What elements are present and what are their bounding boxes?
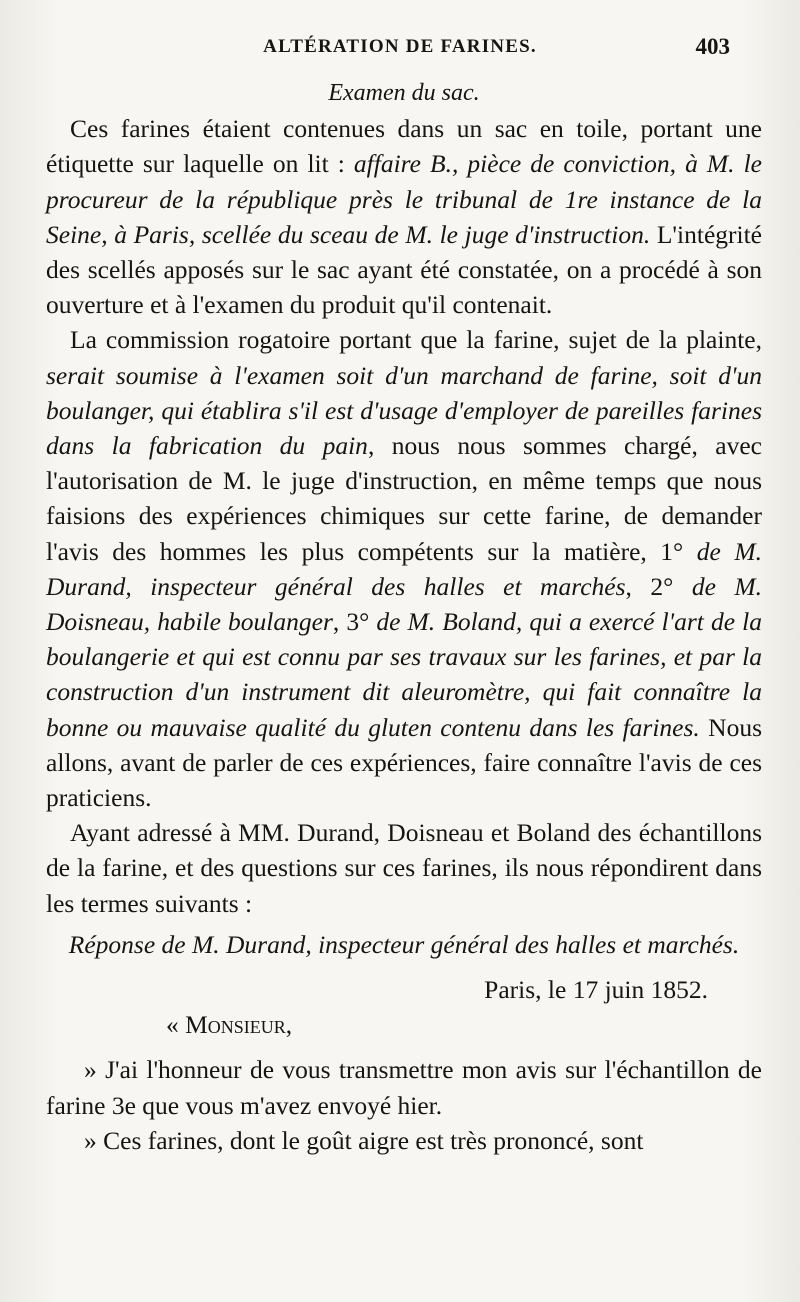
- page-number: 403: [695, 34, 730, 59]
- letter-paragraph-1: » J'ai l'honneur de vous transmettre mon avis sur l'échantillon de farine 3e que vous m'avez envoyé hier.: [46, 1055, 762, 1120]
- reply-title: Réponse de M. Durand, inspecteur général des halles et marchés.: [68, 929, 740, 959]
- commission-text-4: , 3°: [332, 607, 377, 637]
- body-text: [46, 76, 762, 1158]
- paragraph-sack-text-2: L'intégrité des scellés apposés sur le sac ayant été constatée, on a procédé à son ouverture et à l'examen du produit qu'il contenait.: [46, 219, 762, 320]
- paragraph-commission: [46, 322, 762, 815]
- dateline: Paris, le 17 juin 1852.: [484, 975, 708, 1005]
- section-title: Examen du sac.: [328, 80, 480, 106]
- page-header: [0, 36, 800, 66]
- paragraph-samples: Ayant adressé à MM. Durand, Doisneau et Boland des échantillons de la farine, et des questions sur ces farines, ils nous répondirent dans les termes suivants :: [46, 818, 762, 918]
- running-title: ALTÉRATION DE FARINES.: [263, 36, 537, 57]
- letter-paragraph-2: » Ces farines, dont le goût aigre est très prononcé, sont: [84, 1125, 644, 1155]
- paragraph-sack: [46, 111, 762, 322]
- commission-text-3: , 2°: [625, 571, 692, 601]
- commission-italic-boland: de M. Boland, qui a exercé l'art de la boulangerie et qui est connu par ses travaux sur les farines, et par la construction d'un instrument dit aleuromètre, qui fait connaître la bonne ou mauvaise qualité du gluten contenu dans les farines.: [46, 607, 762, 742]
- salutation: « Monsieur,: [166, 1010, 293, 1040]
- commission-text-5: Nous allons, avant de parler de ces expériences, faire connaître l'avis de ces praticiens.: [46, 712, 762, 813]
- paragraph-sack-text-1: Ces farines étaient contenues dans un sac en toile, portant une étiquette sur laquelle on lit :: [46, 114, 762, 179]
- commission-italic-1: serait soumise à l'examen soit d'un marchand de farine, soit d'un boulanger, qui établira s'il est d'usage d'employer de pareilles farines dans la fabrication du pain: [46, 360, 762, 461]
- commission-italic-durand: de M. Durand, inspecteur général des halles et marchés: [46, 536, 762, 601]
- commission-text-1: La commission rogatoire portant que la farine, sujet de la plainte,: [70, 325, 762, 355]
- paragraph-sack-label-quote: affaire B., pièce de conviction, à M. le procureur de la république près le tribunal de 1re instance de la Seine, à Paris, scellée du sceau de M. le juge d'instruction.: [46, 149, 762, 249]
- commission-text-2: , nous nous sommes chargé, avec l'autorisation de M. le juge d'instruction, en même temps que nous faisions des expériences chimiques sur cette farine, de demander l'avis des hommes les plus compétents sur la matière, 1°: [46, 431, 762, 566]
- commission-italic-doisneau: de M. Doisneau, habile boulanger: [46, 571, 763, 637]
